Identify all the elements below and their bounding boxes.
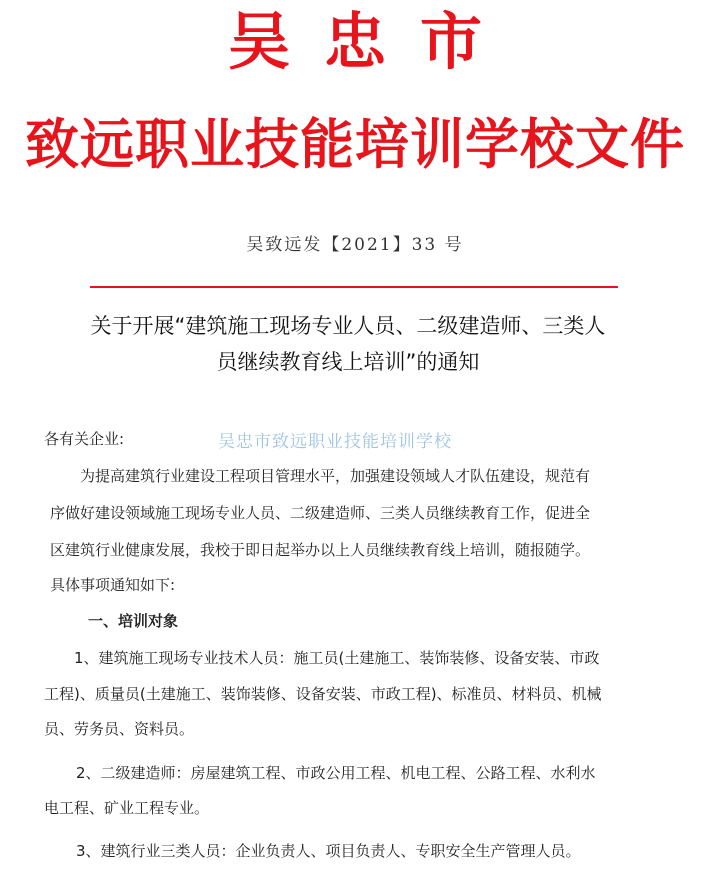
list-item-line: 2、二级建造师：房屋建筑工程、市政公用工程、机电工程、公路工程、水利水 xyxy=(76,764,596,782)
list-item-line: 工程)、质量员(土建施工、装饰装修、设备安装、市政工程)、标准员、材料员、机械 xyxy=(44,685,602,703)
list-item-line: 电工程、矿业工程专业。 xyxy=(44,799,210,817)
issuer-document-heading: 致远职业技能培训学校文件 xyxy=(25,112,685,176)
notice-title-line: 员继续教育线上培训”的通知 xyxy=(216,350,480,374)
paragraph-line: 区建筑行业健康发展，我校于即日起举办以上人员继续教育线上培训，随报随学。 xyxy=(50,541,591,559)
paragraph-line: 为提高建筑行业建设工程项目管理水平，加强建设领域人才队伍建设，规范有 xyxy=(80,467,591,485)
section-heading: 一、培训对象 xyxy=(88,612,179,630)
notice-title-line: 关于开展“建筑施工现场专业人员、二级建造师、三类人 xyxy=(90,314,606,338)
notice-title xyxy=(38,308,658,380)
watermark-text: 吴忠市致远职业技能培训学校 xyxy=(218,432,452,452)
document-number: 吴致远发【2021】33 号 xyxy=(246,235,464,255)
paragraph-line: 序做好建设领域施工现场专业人员、二级建造师、三类人员继续教育工作，促进全 xyxy=(50,504,591,522)
issuer-city-heading: 吴忠市 xyxy=(227,5,516,78)
list-item-line: 3、建筑行业三类人员：企业负责人、项目负责人、专职安全生产管理人员。 xyxy=(76,842,581,860)
addressee: 各有关企业: xyxy=(44,430,125,448)
red-divider xyxy=(90,286,618,288)
list-item-line: 员、劳务员、资料员。 xyxy=(44,720,195,738)
paragraph-line: 具体事项通知如下: xyxy=(50,576,176,594)
list-item-line: 1、建筑施工现场专业技术人员：施工员(土建施工、装饰装修、设备安装、市政 xyxy=(74,649,600,667)
